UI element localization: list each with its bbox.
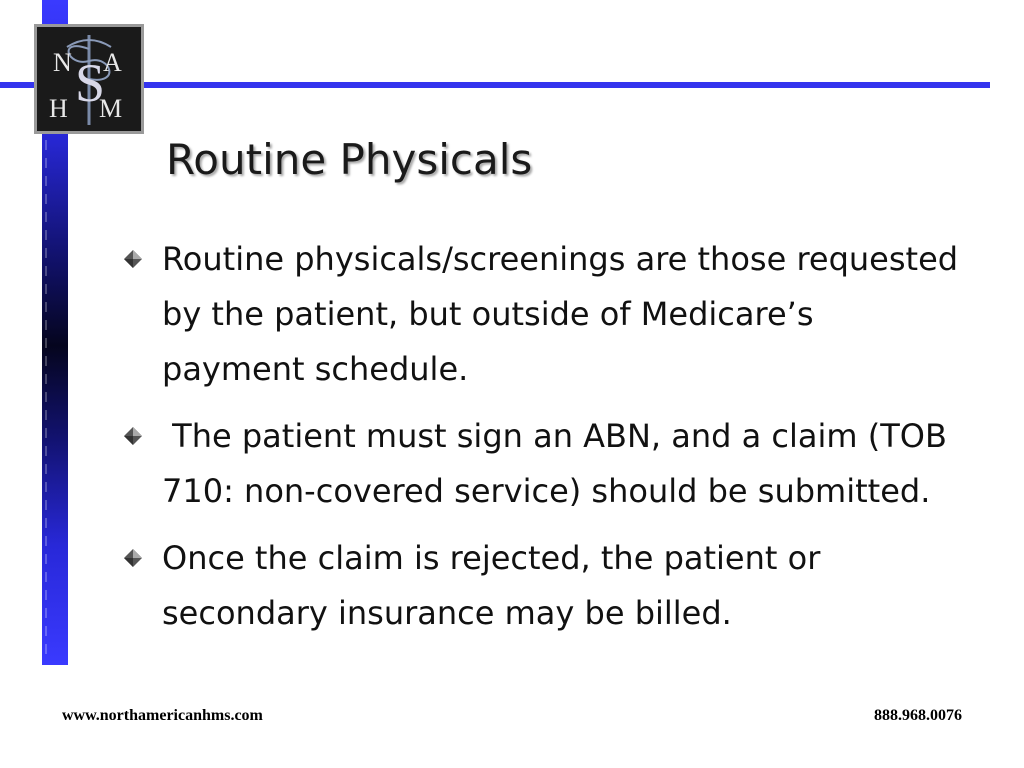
top-accent-line [0, 82, 990, 88]
logo-letter-h: H [49, 94, 68, 123]
diamond-bullet-icon [122, 547, 144, 569]
bullet-text: Once the claim is rejected, the patient or secondary insurance may be billed. [162, 539, 821, 632]
bullet-item [120, 232, 960, 397]
diamond-bullet-icon [122, 425, 144, 447]
footer-phone: 888.968.0076 [874, 707, 962, 724]
diamond-bullet-icon [122, 248, 144, 270]
bullet-text: The patient must sign an ABN, and a claim (TOB 710: non-covered service) should be submitted. [162, 417, 958, 510]
footer-website[interactable]: www.northamericanhms.com [62, 707, 263, 724]
bullet-list [120, 232, 960, 653]
logo-letter-m: M [99, 94, 123, 123]
slide-title: Routine Physicals [166, 135, 533, 184]
bullet-text: Routine physicals/screenings are those requested by the patient, but outside of Medicare’s payment schedule. [162, 240, 959, 388]
logo-letter-s: S [75, 53, 106, 113]
logo-letter-n: N [53, 48, 72, 77]
bullet-item [120, 409, 960, 519]
nahms-logo [34, 24, 144, 134]
bullet-item [120, 531, 960, 641]
logo-letter-a: A [103, 48, 122, 77]
